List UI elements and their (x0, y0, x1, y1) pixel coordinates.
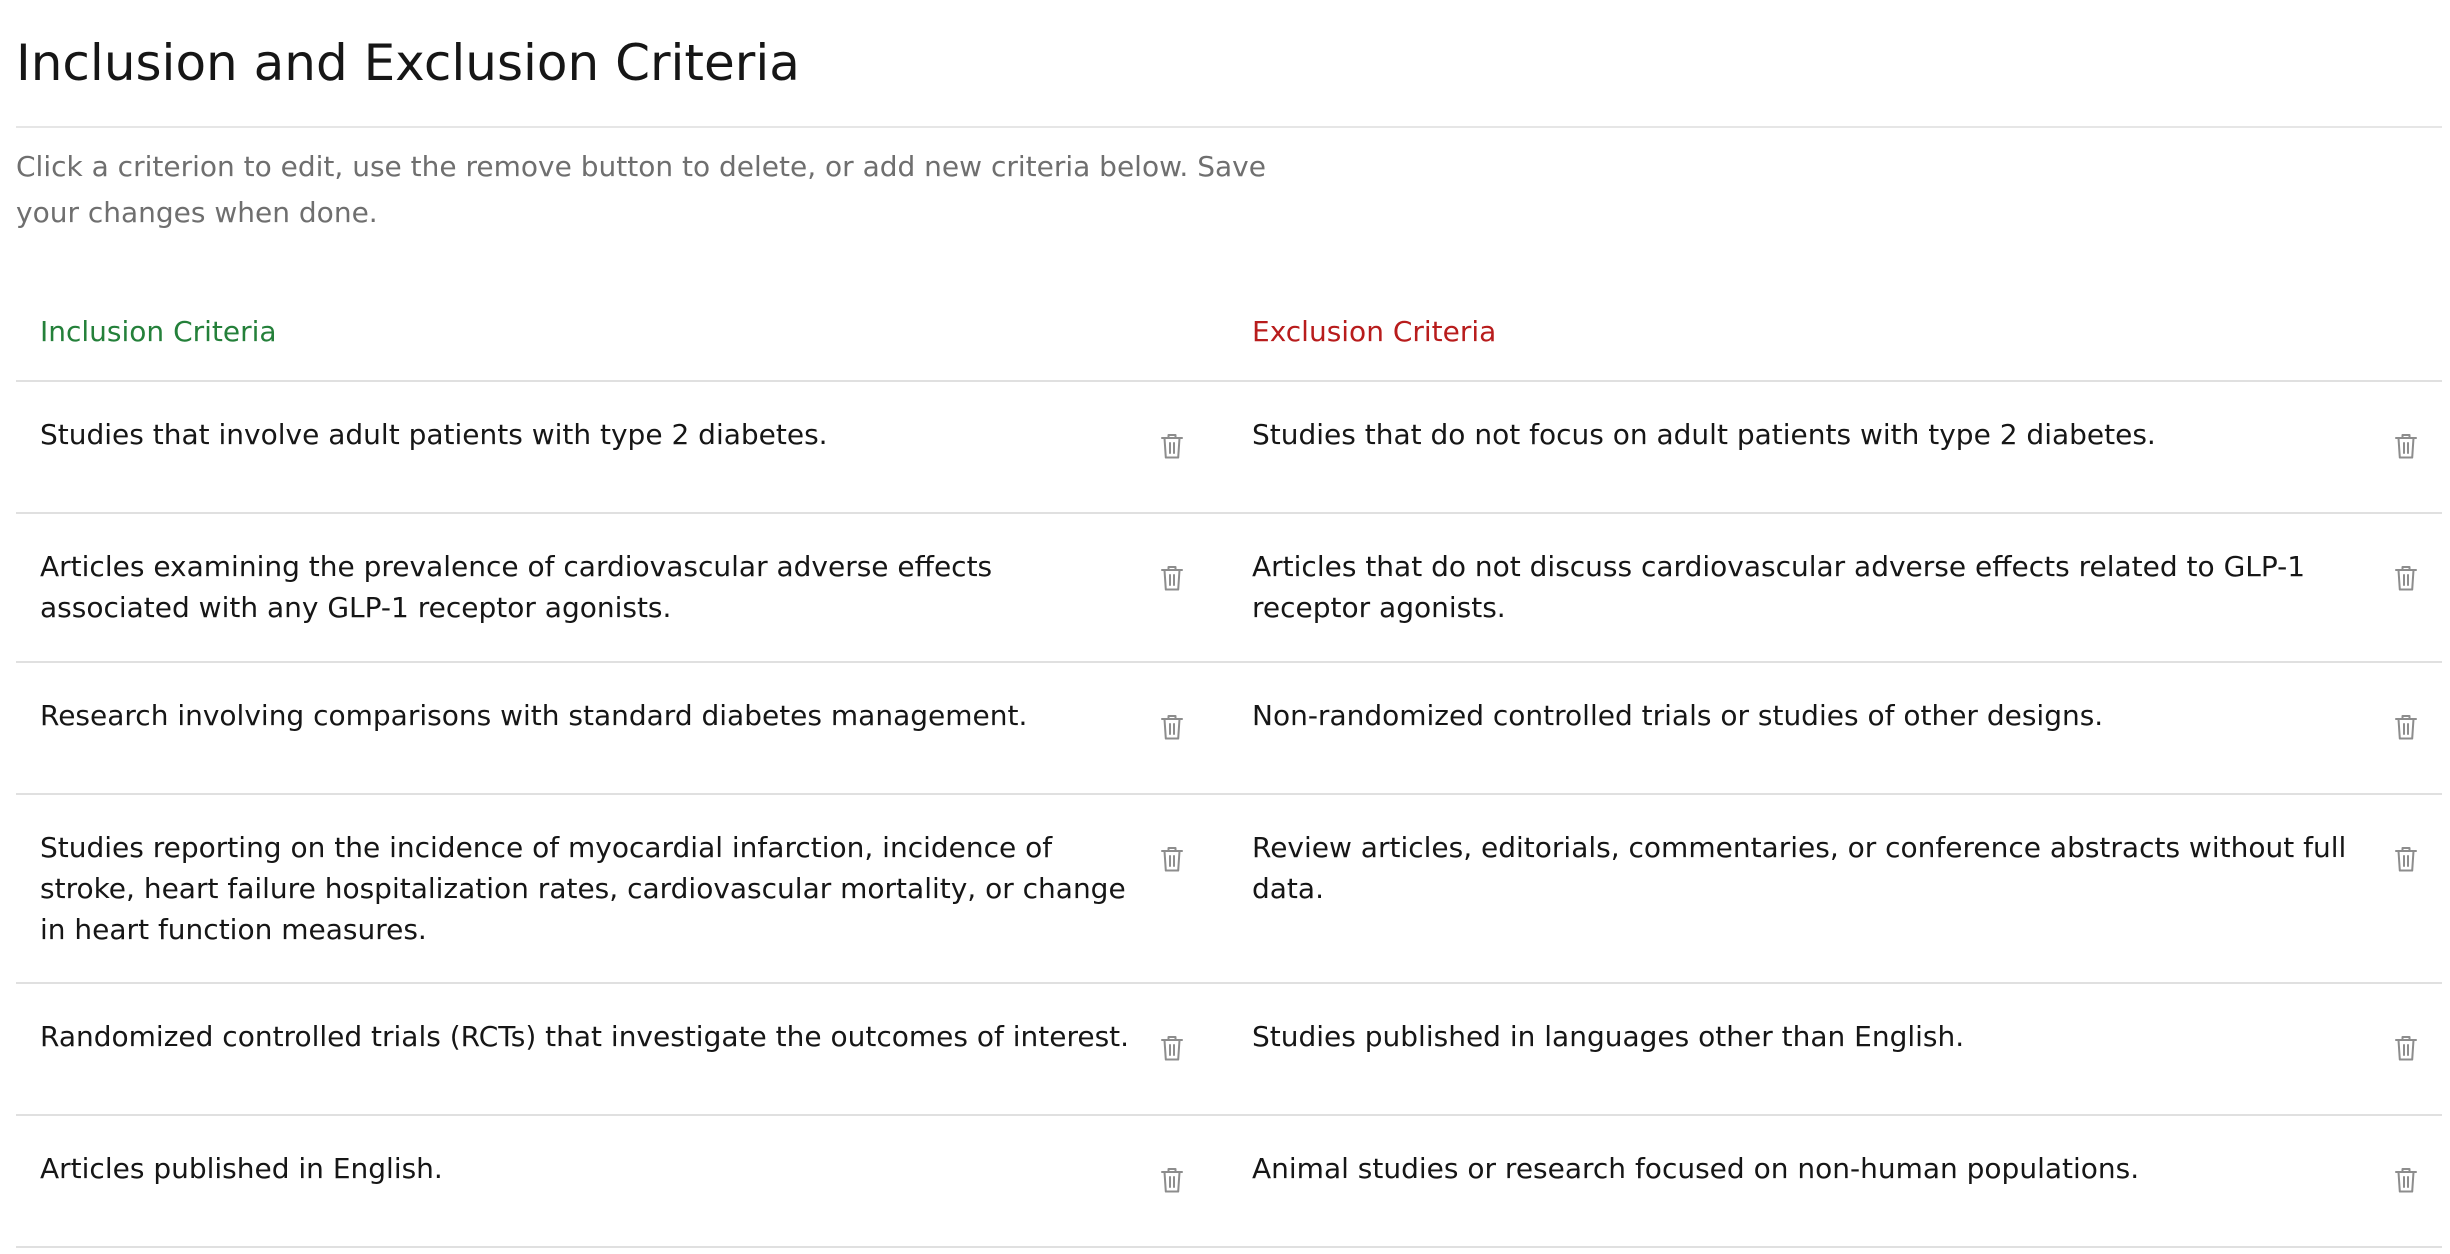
exclusion-criteria-heading: Exclusion Criteria (1252, 315, 1497, 348)
inclusion-criterion-text[interactable]: Studies that involve adult patients with type 2 diabetes. (40, 418, 828, 451)
inclusion-criterion (16, 382, 1228, 512)
trash-icon (1160, 1166, 1184, 1194)
trash-icon (2394, 432, 2418, 460)
trash-icon (2394, 845, 2418, 873)
inclusion-criterion-text[interactable]: Studies reporting on the incidence of myocardial infarction, incidence of stroke, heart failure hospitalization rates, cardiovascular mortality, or change in heart function measures. (40, 831, 1126, 946)
table-header (16, 298, 2442, 382)
exclusion-criterion (1228, 795, 2442, 982)
exclusion-criterion-text[interactable]: Studies published in languages other than English. (1252, 1020, 1965, 1053)
trash-icon (1160, 845, 1184, 873)
exclusion-criterion (1228, 1116, 2442, 1246)
page-title: Inclusion and Exclusion Criteria (16, 34, 800, 92)
inclusion-criterion (16, 795, 1228, 982)
remove-exclusion-criterion-button[interactable] (2384, 705, 2428, 749)
trash-icon (1160, 564, 1184, 592)
exclusion-criterion (1228, 663, 2442, 793)
criteria-row (16, 1116, 2442, 1248)
remove-exclusion-criterion-button[interactable] (2384, 1026, 2428, 1070)
page-description: Click a criterion to edit, use the remove button to delete, or add new criteria below. Save your changes when done. (16, 150, 1266, 229)
remove-exclusion-criterion-button[interactable] (2384, 837, 2428, 881)
trash-icon (1160, 432, 1184, 460)
inclusion-criterion-text[interactable]: Articles published in English. (40, 1152, 443, 1185)
criteria-row (16, 663, 2442, 795)
trash-icon (1160, 1034, 1184, 1062)
exclusion-criterion (1228, 984, 2442, 1114)
inclusion-criteria-heading: Inclusion Criteria (40, 315, 277, 348)
remove-exclusion-criterion-button[interactable] (2384, 556, 2428, 600)
remove-inclusion-criterion-button[interactable] (1150, 1026, 1194, 1070)
inclusion-criterion-text[interactable]: Articles examining the prevalence of cardiovascular adverse effects associated with any GLP-1 receptor agonists. (40, 550, 993, 624)
exclusion-criterion-text[interactable]: Studies that do not focus on adult patients with type 2 diabetes. (1252, 418, 2156, 451)
trash-icon (2394, 1034, 2418, 1062)
remove-inclusion-criterion-button[interactable] (1150, 837, 1194, 881)
criteria-row (16, 984, 2442, 1116)
remove-inclusion-criterion-button[interactable] (1150, 556, 1194, 600)
title-divider (16, 126, 2442, 128)
criteria-row (16, 514, 2442, 663)
inclusion-criterion-text[interactable]: Research involving comparisons with standard diabetes management. (40, 699, 1028, 732)
criteria-table (16, 298, 2442, 1248)
inclusion-criterion-text[interactable]: Randomized controlled trials (RCTs) that investigate the outcomes of interest. (40, 1020, 1130, 1053)
exclusion-criterion-text[interactable]: Review articles, editorials, commentaries, or conference abstracts without full data. (1252, 831, 2347, 905)
exclusion-criterion-text[interactable]: Articles that do not discuss cardiovascular adverse effects related to GLP-1 receptor agonists. (1252, 550, 2306, 624)
remove-inclusion-criterion-button[interactable] (1150, 705, 1194, 749)
trash-icon (2394, 1166, 2418, 1194)
criteria-row (16, 382, 2442, 514)
criteria-row (16, 795, 2442, 984)
trash-icon (2394, 713, 2418, 741)
exclusion-criterion (1228, 382, 2442, 512)
inclusion-criterion (16, 984, 1228, 1114)
remove-inclusion-criterion-button[interactable] (1150, 1158, 1194, 1202)
exclusion-criterion-text[interactable]: Animal studies or research focused on non-human populations. (1252, 1152, 2140, 1185)
remove-inclusion-criterion-button[interactable] (1150, 424, 1194, 468)
inclusion-criterion (16, 663, 1228, 793)
remove-exclusion-criterion-button[interactable] (2384, 1158, 2428, 1202)
trash-icon (1160, 713, 1184, 741)
inclusion-criterion (16, 514, 1228, 661)
inclusion-criterion (16, 1116, 1228, 1246)
remove-exclusion-criterion-button[interactable] (2384, 424, 2428, 468)
trash-icon (2394, 564, 2418, 592)
exclusion-criterion (1228, 514, 2442, 661)
exclusion-criterion-text[interactable]: Non-randomized controlled trials or studies of other designs. (1252, 699, 2104, 732)
